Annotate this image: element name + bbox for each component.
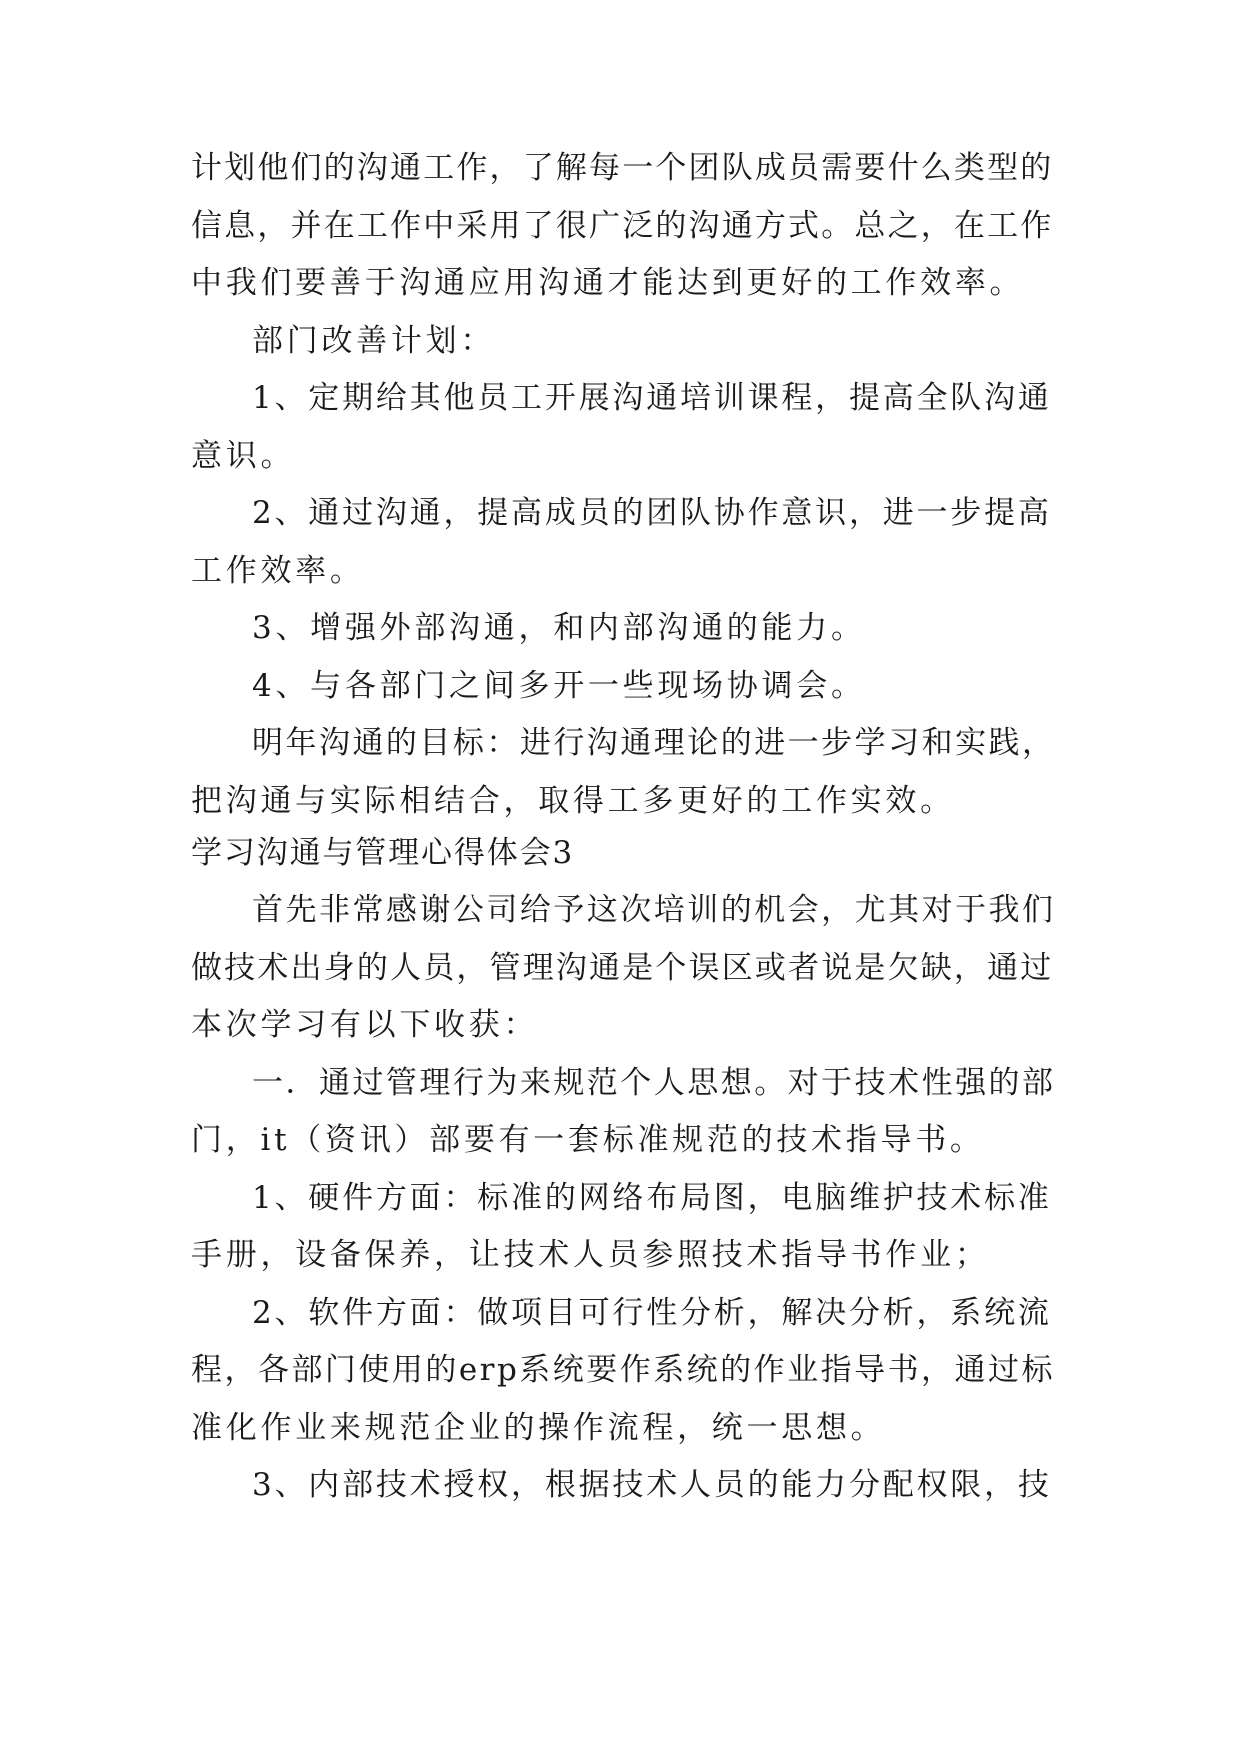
list-item-continuation: 工作效率。	[191, 553, 365, 589]
list-item: 1、定期给其他员工开展沟通培训课程，提高全队沟通	[252, 380, 1052, 416]
paragraph-line: 做技术出身的人员，管理沟通是个误区或者说是欠缺，通过	[191, 950, 1054, 986]
list-item: 2、通过沟通，提高成员的团队协作意识，进一步提高	[252, 495, 1052, 531]
list-item: 3、增强外部沟通，和内部沟通的能力。	[252, 610, 866, 646]
paragraph-line: 门，it（资讯）部要有一套标准规范的技术指导书。	[191, 1122, 985, 1158]
paragraph-line: 信息，并在工作中采用了很广泛的沟通方式。总之，在工作	[191, 208, 1054, 244]
list-item-continuation: 意识。	[191, 438, 296, 474]
list-item: 3、内部技术授权，根据技术人员的能力分配权限，技	[252, 1467, 1052, 1503]
paragraph-line: 本次学习有以下收获：	[191, 1007, 539, 1043]
list-item-continuation: 程，各部门使用的erp系统要作系统的作业指导书，通过标	[191, 1352, 1055, 1388]
section-label: 部门改善计划：	[252, 323, 496, 359]
paragraph-line: 中我们要善于沟通应用沟通才能达到更好的工作效率。	[191, 265, 1025, 301]
paragraph-line: 计划他们的沟通工作，了解每一个团队成员需要什么类型的	[191, 150, 1054, 186]
paragraph-line: 把沟通与实际相结合，取得工多更好的工作实效。	[191, 783, 955, 819]
section-heading: 学习沟通与管理心得体会3	[191, 835, 575, 871]
list-item: 2、软件方面：做项目可行性分析，解决分析，系统流	[252, 1295, 1052, 1331]
list-item-continuation: 手册，设备保养，让技术人员参照技术指导书作业；	[191, 1237, 990, 1273]
list-item-continuation: 准化作业来规范企业的操作流程，统一思想。	[191, 1410, 886, 1446]
list-item: 1、硬件方面：标准的网络布局图，电脑维护技术标准	[252, 1180, 1052, 1216]
paragraph-line: 首先非常感谢公司给予这次培训的机会，尤其对于我们	[252, 892, 1056, 928]
paragraph-line: 一．通过管理行为来规范个人思想。对于技术性强的部	[252, 1065, 1056, 1101]
paragraph-line: 明年沟通的目标：进行沟通理论的进一步学习和实践，	[252, 725, 1056, 761]
list-item: 4、与各部门之间多开一些现场协调会。	[252, 668, 866, 704]
